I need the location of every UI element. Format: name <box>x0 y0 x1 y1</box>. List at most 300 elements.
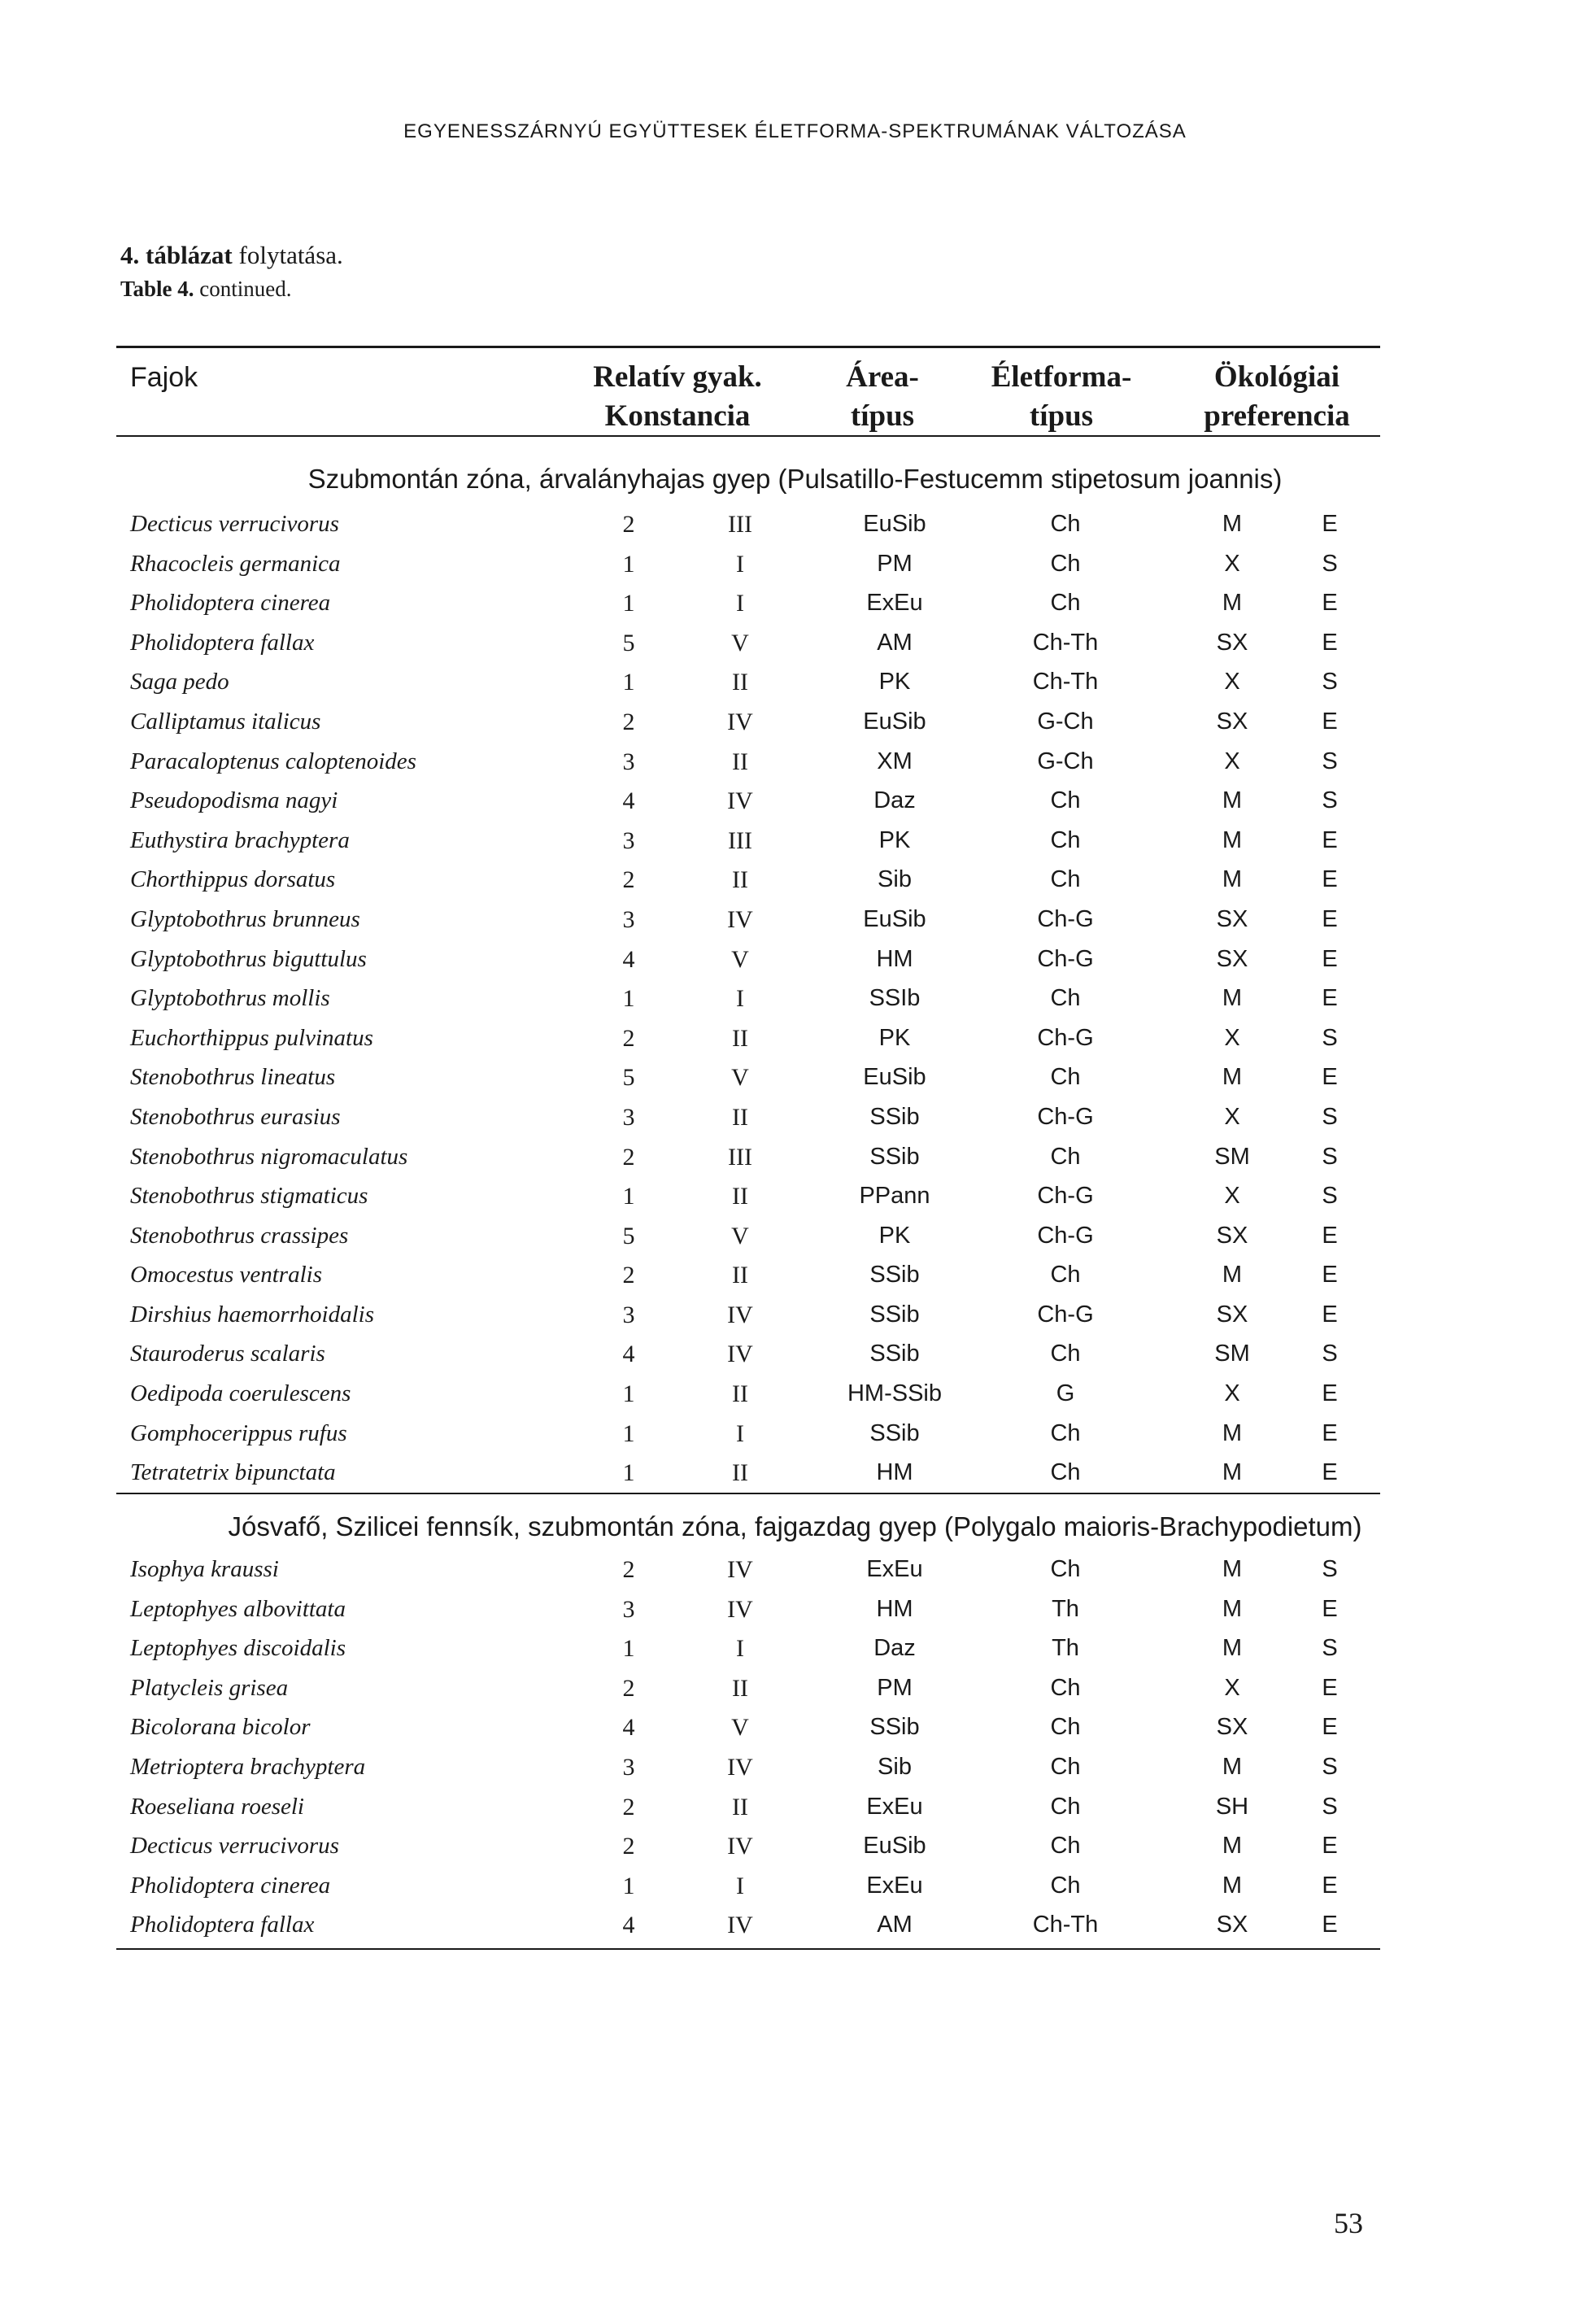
cell-rel: 1 <box>622 1635 635 1663</box>
caption-text-en: continued. <box>194 277 292 301</box>
cell-rel: 2 <box>622 1674 635 1702</box>
cell-area: EuSib <box>863 905 926 932</box>
cell-rel: 5 <box>622 1222 635 1249</box>
cell-pref: E <box>1322 1380 1338 1407</box>
cell-eco: M <box>1222 1064 1243 1091</box>
cell-rel: 3 <box>622 826 635 854</box>
cell-species: Glyptobothrus biguttulus <box>130 945 367 972</box>
table-row <box>0 1018 1590 1058</box>
cell-eco: X <box>1224 1183 1240 1210</box>
table-row <box>0 1550 1590 1589</box>
table-row <box>0 1334 1590 1374</box>
caption-label-hu: 4. táblázat <box>120 241 233 269</box>
table-row <box>0 940 1590 979</box>
table-row <box>0 1176 1590 1216</box>
table-row <box>0 979 1590 1018</box>
table-row <box>0 1629 1590 1668</box>
cell-species: Stenobothrus stigmaticus <box>130 1183 368 1210</box>
cell-life: Ch <box>1050 1064 1081 1091</box>
cell-life: Ch <box>1050 1556 1081 1582</box>
cell-eco: M <box>1222 787 1243 814</box>
cell-area: HM <box>876 945 913 972</box>
cell-life: Ch-G <box>1037 1024 1094 1051</box>
cell-eco: SX <box>1216 1222 1248 1249</box>
cell-life: Ch <box>1050 1674 1081 1701</box>
table-row <box>0 1707 1590 1747</box>
cell-pref: E <box>1322 1912 1338 1938</box>
cell-rel: 2 <box>622 1556 635 1583</box>
cell-area: SSib <box>869 1341 920 1367</box>
cell-species: Pholidoptera fallax <box>130 1912 315 1938</box>
cell-eco: X <box>1224 1103 1240 1130</box>
cell-konst: IV <box>727 1912 753 1939</box>
cell-konst: IV <box>727 1753 753 1781</box>
cell-life: Ch <box>1050 590 1081 617</box>
cell-life: G <box>1056 1380 1075 1407</box>
cell-species: Pholidoptera cinerea <box>130 1872 331 1899</box>
table-row <box>0 1453 1590 1493</box>
table-row <box>0 1589 1590 1629</box>
cell-pref: E <box>1322 905 1338 932</box>
cell-rel: 2 <box>622 1143 635 1171</box>
cell-konst: III <box>728 1143 752 1171</box>
column-header-eco-line2: preferencia <box>1204 399 1350 433</box>
cell-pref: S <box>1322 1556 1338 1582</box>
caption-text-hu: folytatása. <box>232 241 343 269</box>
cell-eco: SX <box>1216 945 1248 972</box>
cell-konst: II <box>732 748 748 775</box>
column-header-rel-line1: Relatív gyak. <box>593 360 762 394</box>
cell-species: Euchorthippus pulvinatus <box>130 1024 373 1051</box>
cell-rel: 2 <box>622 1793 635 1820</box>
cell-eco: M <box>1222 511 1243 537</box>
cell-pref: S <box>1322 1183 1338 1210</box>
cell-eco: M <box>1222 1419 1243 1446</box>
cell-rel: 1 <box>622 1183 635 1210</box>
cell-pref: S <box>1322 1143 1338 1170</box>
cell-pref: S <box>1322 1024 1338 1051</box>
cell-species: Omocestus ventralis <box>130 1262 322 1288</box>
cell-species: Leptophyes albovittata <box>130 1595 346 1622</box>
column-header-life-line1: Életforma- <box>991 360 1132 394</box>
cell-pref: S <box>1322 1753 1338 1780</box>
cell-rel: 1 <box>622 1459 635 1487</box>
cell-rel: 1 <box>622 1419 635 1447</box>
cell-area: ExEu <box>866 1872 923 1899</box>
cell-species: Stenobothrus crassipes <box>130 1222 349 1249</box>
table-row <box>0 821 1590 861</box>
cell-area: PPann <box>859 1183 930 1210</box>
cell-pref: E <box>1322 985 1338 1012</box>
cell-area: PM <box>877 1674 913 1701</box>
cell-konst: III <box>728 511 752 538</box>
cell-area: EuSib <box>863 708 926 735</box>
cell-area: HM-SSib <box>847 1380 942 1407</box>
cell-konst: II <box>732 1674 748 1702</box>
table-row <box>0 1255 1590 1295</box>
cell-pref: E <box>1322 1301 1338 1328</box>
cell-konst: V <box>731 629 749 656</box>
cell-rel: 3 <box>622 1595 635 1623</box>
table-row <box>0 544 1590 584</box>
table-body-section-2 <box>0 1550 1590 1945</box>
cell-rel: 2 <box>622 1262 635 1289</box>
cell-eco: M <box>1222 985 1243 1012</box>
column-header-ecological-preference <box>1171 358 1383 436</box>
cell-pref: E <box>1322 1064 1338 1091</box>
cell-species: Decticus verrucivorus <box>130 511 339 537</box>
cell-species: Pseudopodisma nagyi <box>130 787 338 814</box>
column-header-species: Fajok <box>130 362 198 393</box>
cell-area: Daz <box>873 1635 916 1662</box>
cell-life: Th <box>1052 1595 1079 1622</box>
table-caption-hu <box>120 241 343 270</box>
cell-life: Ch <box>1050 1459 1081 1486</box>
cell-life: Ch <box>1050 787 1081 814</box>
cell-rel: 5 <box>622 629 635 656</box>
cell-pref: E <box>1322 1674 1338 1701</box>
cell-eco: M <box>1222 1635 1243 1662</box>
cell-rel: 1 <box>622 1380 635 1408</box>
cell-life: Ch <box>1050 1262 1081 1288</box>
cell-life: G-Ch <box>1037 708 1094 735</box>
table-row <box>0 702 1590 742</box>
cell-konst: V <box>731 1714 749 1742</box>
cell-pref: S <box>1322 1103 1338 1130</box>
cell-konst: IV <box>727 787 753 815</box>
cell-eco: X <box>1224 550 1240 577</box>
cell-pref: E <box>1322 866 1338 893</box>
cell-area: ExEu <box>866 1556 923 1582</box>
cell-pref: S <box>1322 550 1338 577</box>
cell-eco: M <box>1222 866 1243 893</box>
cell-species: Rhacocleis germanica <box>130 550 341 577</box>
cell-area: SSIb <box>869 985 921 1012</box>
cell-rel: 4 <box>622 1714 635 1742</box>
table-row <box>0 860 1590 900</box>
table-row <box>0 583 1590 623</box>
cell-eco: SM <box>1214 1341 1250 1367</box>
cell-eco: SH <box>1215 1793 1249 1820</box>
cell-pref: E <box>1322 945 1338 972</box>
cell-konst: II <box>732 1183 748 1210</box>
cell-species: Euthystira brachyptera <box>130 826 350 853</box>
cell-life: Ch-G <box>1037 1103 1094 1130</box>
cell-rel: 4 <box>622 945 635 973</box>
cell-pref: E <box>1322 629 1338 656</box>
cell-rel: 2 <box>622 511 635 538</box>
cell-species: Dirshius haemorrhoidalis <box>130 1301 374 1328</box>
cell-konst: I <box>736 1872 744 1899</box>
cell-pref: E <box>1322 590 1338 617</box>
table-row <box>0 1295 1590 1335</box>
cell-species: Stenobothrus eurasius <box>130 1103 341 1130</box>
cell-area: PK <box>878 669 911 695</box>
cell-species: Gomphocerippus rufus <box>130 1419 347 1446</box>
cell-pref: E <box>1322 1833 1338 1860</box>
cell-pref: E <box>1322 1459 1338 1486</box>
cell-eco: X <box>1224 1674 1240 1701</box>
cell-rel: 1 <box>622 985 635 1013</box>
running-head: EGYENESSZÁRNYÚ EGYÜTTESEK ÉLETFORMA-SPEKTRUMÁNAK VÁLTOZÁSA <box>403 120 1187 142</box>
cell-rel: 1 <box>622 550 635 578</box>
cell-area: AM <box>877 1912 913 1938</box>
table-row <box>0 781 1590 821</box>
cell-species: Roeseliana roeseli <box>130 1793 304 1820</box>
cell-species: Oedipoda coerulescens <box>130 1380 351 1407</box>
cell-life: Ch <box>1050 1714 1081 1741</box>
table-row <box>0 504 1590 544</box>
cell-rel: 1 <box>622 1872 635 1899</box>
cell-rel: 3 <box>622 905 635 933</box>
cell-life: Ch-Th <box>1032 629 1099 656</box>
cell-pref: S <box>1322 748 1338 774</box>
cell-konst: IV <box>727 1556 753 1583</box>
column-header-rel-line2: Konstancia <box>604 399 751 433</box>
cell-life: Ch-G <box>1037 1222 1094 1249</box>
section-title: Jósvafő, Szilicei fennsík, szubmontán zóna, fajgazdag gyep (Polygalo maioris-Brachypodietum) <box>228 1511 1362 1541</box>
table-row <box>0 1747 1590 1787</box>
cell-area: Sib <box>878 866 912 893</box>
cell-konst: IV <box>727 1833 753 1860</box>
cell-species: Glyptobothrus mollis <box>130 985 330 1012</box>
cell-eco: X <box>1224 1024 1240 1051</box>
cell-area: SSib <box>869 1262 920 1288</box>
column-header-eco-line1: Ökológiai <box>1213 360 1340 394</box>
table-bottom-rule <box>116 1948 1380 1950</box>
cell-pref: S <box>1322 669 1338 695</box>
cell-eco: M <box>1222 1753 1243 1780</box>
cell-pref: E <box>1322 1714 1338 1741</box>
cell-konst: I <box>736 590 744 617</box>
cell-rel: 2 <box>622 866 635 894</box>
cell-eco: SX <box>1216 629 1248 656</box>
cell-konst: IV <box>727 708 753 735</box>
column-header-area-line2: típus <box>850 399 915 433</box>
cell-konst: III <box>728 826 752 854</box>
cell-life: Ch <box>1050 1793 1081 1820</box>
column-header-area-line1: Área- <box>846 360 919 394</box>
cell-konst: II <box>732 866 748 894</box>
table-row <box>0 742 1590 782</box>
cell-eco: SX <box>1216 1912 1248 1938</box>
cell-konst: II <box>732 1793 748 1820</box>
cell-area: PK <box>878 826 911 853</box>
cell-rel: 4 <box>622 1912 635 1939</box>
cell-eco: X <box>1224 1380 1240 1407</box>
cell-konst: IV <box>727 1341 753 1368</box>
cell-konst: IV <box>727 1595 753 1623</box>
cell-species: Bicolorana bicolor <box>130 1714 311 1741</box>
cell-life: Ch <box>1050 1143 1081 1170</box>
cell-species: Decticus verrucivorus <box>130 1833 339 1860</box>
cell-species: Glyptobothrus brunneus <box>130 905 360 932</box>
cell-pref: S <box>1322 1635 1338 1662</box>
cell-area: AM <box>877 629 913 656</box>
cell-eco: M <box>1222 1833 1243 1860</box>
cell-species: Platycleis grisea <box>130 1674 289 1701</box>
column-header-life-form <box>968 358 1155 436</box>
cell-life: Ch <box>1050 1753 1081 1780</box>
table-row <box>0 1668 1590 1708</box>
cell-pref: E <box>1322 1222 1338 1249</box>
cell-rel: 3 <box>622 1301 635 1328</box>
cell-area: SSib <box>869 1143 920 1170</box>
cell-life: Ch-G <box>1037 945 1094 972</box>
cell-eco: SX <box>1216 1714 1248 1741</box>
cell-life: Ch <box>1050 1833 1081 1860</box>
table-row <box>0 1414 1590 1454</box>
cell-life: Ch-G <box>1037 1301 1094 1328</box>
cell-eco: X <box>1224 669 1240 695</box>
cell-pref: E <box>1322 1872 1338 1899</box>
cell-pref: E <box>1322 1419 1338 1446</box>
table-row <box>0 623 1590 663</box>
column-header-life-line2: típus <box>1029 399 1094 433</box>
cell-eco: M <box>1222 826 1243 853</box>
cell-rel: 2 <box>622 1833 635 1860</box>
cell-species: Chorthippus dorsatus <box>130 866 336 893</box>
cell-pref: E <box>1322 826 1338 853</box>
cell-life: Ch-G <box>1037 1183 1094 1210</box>
cell-life: Ch <box>1050 550 1081 577</box>
cell-pref: E <box>1322 511 1338 537</box>
table-top-rule <box>116 346 1380 348</box>
cell-eco: M <box>1222 1556 1243 1582</box>
cell-pref: S <box>1322 1793 1338 1820</box>
cell-area: Daz <box>873 787 916 814</box>
section-title: Szubmontán zóna, árvalányhajas gyep (Pulsatillo-Festucemm stipetosum joannis) <box>307 464 1283 494</box>
cell-konst: II <box>732 1024 748 1052</box>
table-row <box>0 1374 1590 1414</box>
cell-rel: 1 <box>622 669 635 696</box>
table-caption-en <box>120 277 292 302</box>
cell-species: Pholidoptera fallax <box>130 629 315 656</box>
cell-eco: M <box>1222 1459 1243 1486</box>
cell-eco: X <box>1224 748 1240 774</box>
cell-rel: 3 <box>622 1103 635 1131</box>
cell-life: Ch <box>1050 1419 1081 1446</box>
cell-konst: I <box>736 985 744 1013</box>
cell-area: EuSib <box>863 1064 926 1091</box>
cell-area: HM <box>876 1459 913 1486</box>
page-number: 53 <box>1334 2207 1363 2239</box>
table-row <box>0 1216 1590 1256</box>
cell-rel: 1 <box>622 590 635 617</box>
cell-konst: V <box>731 1064 749 1092</box>
cell-species: Paracaloptenus caloptenoides <box>130 748 416 774</box>
cell-life: Ch-Th <box>1032 669 1099 695</box>
cell-area: HM <box>876 1595 913 1622</box>
table-row <box>0 1787 1590 1827</box>
cell-life: Ch <box>1050 826 1081 853</box>
cell-species: Saga pedo <box>130 669 229 695</box>
cell-area: PM <box>877 550 913 577</box>
cell-eco: M <box>1222 1872 1243 1899</box>
cell-area: ExEu <box>866 590 923 617</box>
cell-konst: II <box>732 1103 748 1131</box>
cell-konst: V <box>731 945 749 973</box>
cell-konst: II <box>732 1459 748 1487</box>
cell-konst: II <box>732 1380 748 1408</box>
cell-eco: M <box>1222 590 1243 617</box>
cell-species: Tetratetrix bipunctata <box>130 1459 336 1486</box>
cell-rel: 5 <box>622 1064 635 1092</box>
cell-area: PK <box>878 1024 911 1051</box>
cell-species: Pholidoptera cinerea <box>130 590 331 617</box>
cell-eco: SX <box>1216 905 1248 932</box>
cell-life: Ch <box>1050 1341 1081 1367</box>
cell-konst: II <box>732 1262 748 1289</box>
cell-species: Metrioptera brachyptera <box>130 1753 366 1780</box>
cell-pref: E <box>1322 1262 1338 1288</box>
cell-area: EuSib <box>863 511 926 537</box>
table-row <box>0 662 1590 702</box>
cell-rel: 3 <box>622 1753 635 1781</box>
cell-eco: M <box>1222 1595 1243 1622</box>
cell-eco: SM <box>1214 1143 1250 1170</box>
cell-area: SSib <box>869 1419 920 1446</box>
cell-life: Ch-Th <box>1032 1912 1099 1938</box>
table-row <box>0 1097 1590 1137</box>
cell-konst: V <box>731 1222 749 1249</box>
cell-konst: I <box>736 550 744 578</box>
cell-eco: M <box>1222 1262 1243 1288</box>
cell-area: XM <box>877 748 913 774</box>
column-header-relative-frequency <box>580 358 775 436</box>
cell-life: G-Ch <box>1037 748 1094 774</box>
cell-rel: 3 <box>622 748 635 775</box>
table-row <box>0 1905 1590 1945</box>
header-bottom-rule <box>116 435 1380 437</box>
cell-species: Leptophyes discoidalis <box>130 1635 346 1662</box>
cell-konst: IV <box>727 905 753 933</box>
cell-life: Ch <box>1050 1872 1081 1899</box>
cell-life: Ch <box>1050 511 1081 537</box>
cell-area: SSib <box>869 1301 920 1328</box>
cell-species: Stenobothrus lineatus <box>130 1064 336 1091</box>
cell-rel: 4 <box>622 787 635 815</box>
table-row <box>0 900 1590 940</box>
cell-rel: 4 <box>622 1341 635 1368</box>
cell-konst: IV <box>727 1301 753 1328</box>
cell-species: Stenobothrus nigromaculatus <box>130 1143 408 1170</box>
cell-rel: 2 <box>622 1024 635 1052</box>
cell-area: PK <box>878 1222 911 1249</box>
cell-life: Ch <box>1050 866 1081 893</box>
table-body-section-1 <box>0 504 1590 1493</box>
cell-area: SSib <box>869 1103 920 1130</box>
cell-pref: E <box>1322 708 1338 735</box>
cell-life: Ch-G <box>1037 905 1094 932</box>
cell-konst: I <box>736 1635 744 1663</box>
cell-eco: SX <box>1216 708 1248 735</box>
cell-life: Th <box>1052 1635 1079 1662</box>
cell-species: Calliptamus italicus <box>130 708 321 735</box>
table-row <box>0 1057 1590 1097</box>
caption-label-en: Table 4. <box>120 277 194 301</box>
cell-species: Stauroderus scalaris <box>130 1341 325 1367</box>
cell-pref: S <box>1322 1341 1338 1367</box>
cell-area: ExEu <box>866 1793 923 1820</box>
cell-area: EuSib <box>863 1833 926 1860</box>
table-row <box>0 1866 1590 1906</box>
cell-konst: I <box>736 1419 744 1447</box>
table-row <box>0 1826 1590 1866</box>
cell-rel: 2 <box>622 708 635 735</box>
cell-pref: E <box>1322 1595 1338 1622</box>
cell-life: Ch <box>1050 985 1081 1012</box>
